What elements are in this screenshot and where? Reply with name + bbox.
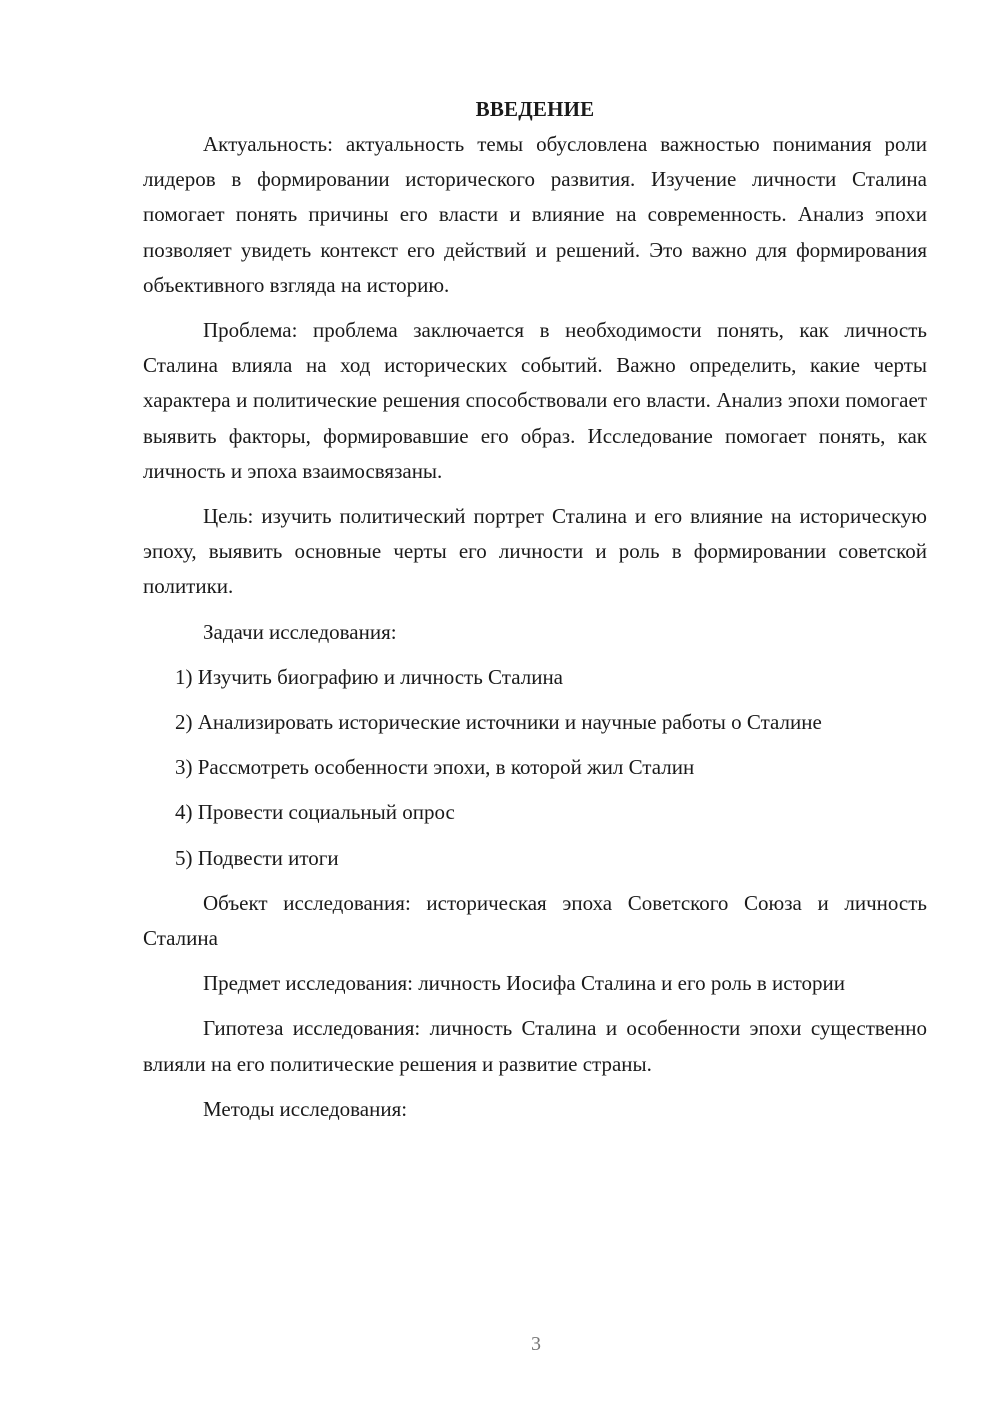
task-item-5: 5) Подвести итоги	[175, 845, 339, 870]
paragraph-subject: Предмет исследования: личность Иосифа Сталина и его роль в истории	[203, 971, 845, 996]
task-item-3: 3) Рассмотреть особенности эпохи, в которой жил Сталин	[175, 755, 695, 780]
task-item-4: 4) Провести социальный опрос	[175, 800, 455, 825]
page-number: 3	[531, 1333, 541, 1355]
section-heading: ВВЕДЕНИЕ	[475, 97, 595, 121]
task-item-2: 2) Анализировать исторические источники и научные работы о Сталине	[175, 710, 822, 735]
methods-title: Методы исследования:	[203, 1096, 408, 1121]
paragraph-problem: Проблема: проблема заключается в необходимости понять, как личность Сталина влияла на ход исторических событий. Важно определить, какие черты характера и политические решения способствовали его власти. Анализ эпохи помогает выявить факторы, формировавшие его образ. Исследование помогает понять, как личность и эпоха взаимосвязаны.	[143, 318, 927, 483]
paragraph-hypothesis: Гипотеза исследования: личность Сталина и особенности эпохи существенно влияли на его политические решения и развитие страны.	[143, 1016, 927, 1076]
paragraph-object: Объект исследования: историческая эпоха Советского Союза и личность Сталина	[143, 890, 927, 951]
task-item-1: 1) Изучить биографию и личность Сталина	[175, 664, 564, 689]
paragraph-relevance: Актуальность: актуальность темы обусловлена важностью понимания роли лидеров в формировании исторического развития. Изучение личности Сталина помогает понять причины его власти и влияние на современность. Анализ эпохи позволяет увидеть контекст его действий и решений. Это важно для формирования объективного взгляда на историю.	[143, 132, 927, 297]
tasks-title: Задачи исследования:	[203, 619, 397, 644]
paragraph-goal: Цель: изучить политический портрет Сталина и его влияние на историческую эпоху, выявить основные черты его личности и роль в формировании советской политики.	[143, 504, 927, 599]
document-page	[143, 92, 927, 1127]
